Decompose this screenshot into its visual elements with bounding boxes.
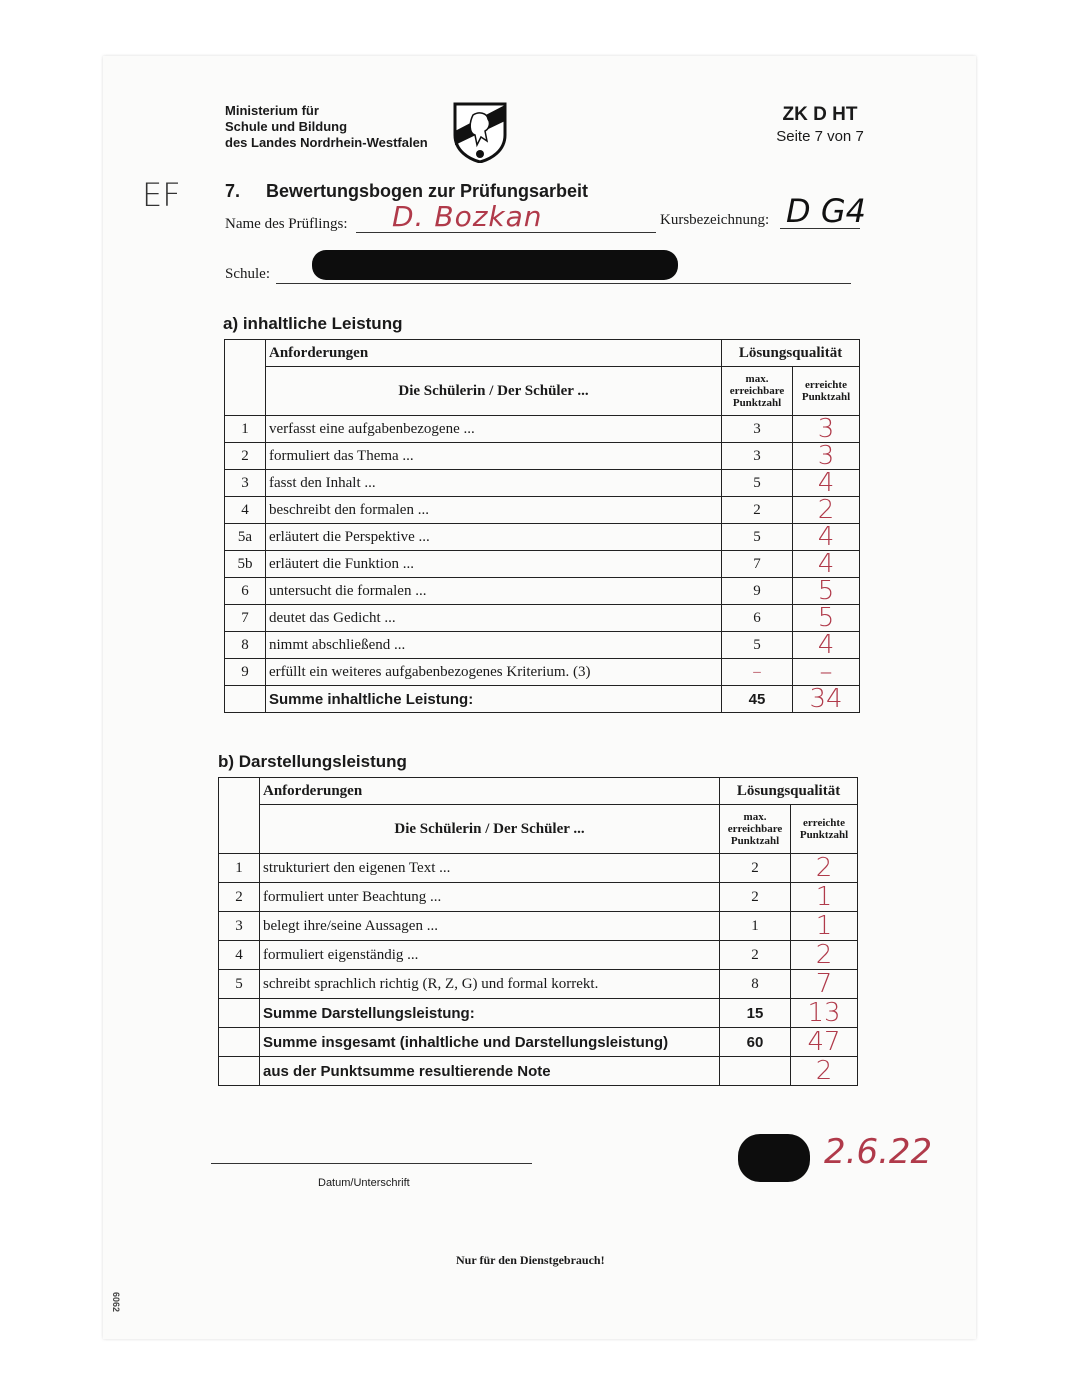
row-max: 1 — [720, 912, 791, 941]
row-max: 2 — [722, 497, 793, 524]
row-number: 2 — [225, 443, 266, 470]
row-achieved-handwritten: 7 — [791, 970, 858, 999]
row-text: schreibt sprachlich richtig (R, Z, G) und formal korrekt. — [260, 970, 720, 999]
row-text: fasst den Inhalt ... — [266, 470, 722, 497]
table-row — [219, 970, 858, 999]
table-row — [225, 578, 860, 605]
col-requirements: Anforderungen — [266, 340, 722, 367]
table-header-blank — [219, 778, 260, 854]
row-max: 2 — [720, 854, 791, 883]
row-achieved-handwritten: 2 — [793, 497, 860, 524]
col-achieved-points: erreichte Punktzahl — [793, 367, 860, 416]
table-row — [225, 659, 860, 686]
page-title: Bewertungsbogen zur Prüfungsarbeit — [266, 181, 589, 201]
row-max: 3 — [722, 443, 793, 470]
col-max-points: max. erreichbare Punktzahl — [722, 367, 793, 416]
row-max: 2 — [720, 883, 791, 912]
row-text: nimmt abschließend ... — [266, 632, 722, 659]
sum-max: 45 — [722, 686, 793, 713]
row-max: 2 — [720, 941, 791, 970]
ministry-line-3: des Landes Nordrhein-Westfalen — [225, 135, 428, 150]
row-achieved-handwritten: 4 — [793, 524, 860, 551]
col-achieved-points: erreichte Punktzahl — [791, 805, 858, 854]
date-handwritten: 2.6.22 — [824, 1132, 933, 1172]
col-requirements: Anforderungen — [260, 778, 720, 805]
row-text: strukturiert den eigenen Text ... — [260, 854, 720, 883]
name-value-handwritten[interactable]: D. Bozkan — [392, 200, 543, 233]
ministry-line-1: Ministerium für — [225, 103, 319, 118]
row-number: 2 — [219, 883, 260, 912]
table-row — [219, 883, 858, 912]
row-text: verfasst eine aufgabenbezogene ... — [266, 416, 722, 443]
sum-max: 15 — [720, 999, 791, 1028]
total-max: 60 — [720, 1028, 791, 1057]
sum-label: Summe inhaltliche Leistung: — [266, 686, 722, 713]
exam-code: ZK D HT — [782, 104, 858, 125]
table-row — [225, 470, 860, 497]
official-use-note: Nur für den Dienstgebrauch! — [456, 1253, 605, 1267]
row-text: beschreibt den formalen ... — [266, 497, 722, 524]
page-number: Seite 7 von 7 — [776, 128, 864, 145]
table-row — [219, 854, 858, 883]
row-text: untersucht die formalen ... — [266, 578, 722, 605]
redacted-signature — [738, 1134, 810, 1182]
row-achieved-handwritten: 2 — [791, 941, 858, 970]
subject-header: Die Schülerin / Der Schüler ... — [260, 805, 720, 854]
sum-row — [225, 686, 860, 713]
ministry-name — [225, 103, 428, 151]
side-code: 6062 — [111, 1292, 121, 1313]
row-number: 8 — [225, 632, 266, 659]
subject-header: Die Schülerin / Der Schüler ... — [266, 367, 722, 416]
table-row — [225, 551, 860, 578]
grade-row — [219, 1057, 858, 1086]
row-max: 8 — [720, 970, 791, 999]
col-quality: Lösungsqualität — [722, 340, 860, 367]
course-value-handwritten[interactable]: D G4 — [786, 192, 866, 230]
row-achieved-handwritten: 3 — [793, 416, 860, 443]
row-number: 5b — [225, 551, 266, 578]
row-text: deutet das Gedicht ... — [266, 605, 722, 632]
table-row — [225, 497, 860, 524]
col-max-points: max. erreichbare Punktzahl — [720, 805, 791, 854]
table-row — [225, 416, 860, 443]
row-number: 7 — [225, 605, 266, 632]
section-b-heading: b) Darstellungsleistung — [218, 752, 407, 771]
row-max: 9 — [722, 578, 793, 605]
row-text: formuliert unter Beachtung ... — [260, 883, 720, 912]
table-row — [225, 632, 860, 659]
row-number: 4 — [225, 497, 266, 524]
row-achieved-handwritten: 5 — [793, 578, 860, 605]
section-number: 7. — [225, 181, 241, 201]
grade-label: aus der Punktsumme resultierende Note — [260, 1057, 720, 1086]
section-a-heading: a) inhaltliche Leistung — [223, 314, 403, 333]
sum-achieved-handwritten: 13 — [791, 999, 858, 1028]
row-number: 3 — [225, 470, 266, 497]
row-achieved-handwritten: 1 — [791, 883, 858, 912]
grade-handwritten: 2 — [791, 1057, 858, 1086]
row-achieved-handwritten: – — [793, 659, 860, 686]
row-number: 5a — [225, 524, 266, 551]
table-row — [225, 443, 860, 470]
table-row — [225, 605, 860, 632]
redacted-school-name — [312, 250, 678, 280]
row-text: formuliert eigenständig ... — [260, 941, 720, 970]
table-content-performance — [224, 339, 860, 713]
row-number: 6 — [225, 578, 266, 605]
row-number: 3 — [219, 912, 260, 941]
row-number: 5 — [219, 970, 260, 999]
row-text: erfüllt ein weiteres aufgabenbezogenes Kriterium. (3) — [266, 659, 722, 686]
name-label: Name des Prüflings: — [225, 216, 348, 232]
total-label: Summe insgesamt (inhaltliche und Darstellungsleistung) — [260, 1028, 720, 1057]
row-max: 5 — [722, 470, 793, 497]
row-achieved-handwritten: 5 — [793, 605, 860, 632]
row-text: erläutert die Funktion ... — [266, 551, 722, 578]
row-achieved-handwritten: 4 — [793, 551, 860, 578]
row-number: 4 — [219, 941, 260, 970]
row-max: 6 — [722, 605, 793, 632]
row-achieved-handwritten: 4 — [793, 632, 860, 659]
sum-row — [219, 999, 858, 1028]
row-text: formuliert das Thema ... — [266, 443, 722, 470]
table-row — [219, 912, 858, 941]
table-row — [225, 524, 860, 551]
total-row — [219, 1028, 858, 1057]
table-presentation-performance — [218, 777, 858, 1086]
sum-achieved-handwritten: 34 — [793, 686, 860, 713]
row-number: 9 — [225, 659, 266, 686]
row-max: 7 — [722, 551, 793, 578]
row-number: 1 — [225, 416, 266, 443]
total-achieved-handwritten: 47 — [791, 1028, 858, 1057]
sum-label: Summe Darstellungsleistung: — [260, 999, 720, 1028]
row-text: erläutert die Perspektive ... — [266, 524, 722, 551]
col-quality: Lösungsqualität — [720, 778, 858, 805]
table-row — [219, 941, 858, 970]
margin-note-handwritten: EF — [142, 176, 181, 214]
row-max: 5 — [722, 524, 793, 551]
row-max: – — [722, 659, 793, 686]
row-achieved-handwritten: 1 — [791, 912, 858, 941]
row-achieved-handwritten: 2 — [791, 854, 858, 883]
row-max: 5 — [722, 632, 793, 659]
course-label: Kursbezeichnung: — [660, 212, 770, 228]
signature-label: Datum/Unterschrift — [318, 1177, 410, 1189]
row-max: 3 — [722, 416, 793, 443]
row-text: belegt ihre/seine Aussagen ... — [260, 912, 720, 941]
table-header-blank — [225, 340, 266, 416]
ministry-line-2: Schule und Bildung — [225, 119, 348, 134]
row-achieved-handwritten: 3 — [793, 443, 860, 470]
row-number: 1 — [219, 854, 260, 883]
school-label: Schule: — [225, 266, 270, 282]
row-achieved-handwritten: 4 — [793, 470, 860, 497]
nrw-crest-icon — [451, 101, 509, 163]
